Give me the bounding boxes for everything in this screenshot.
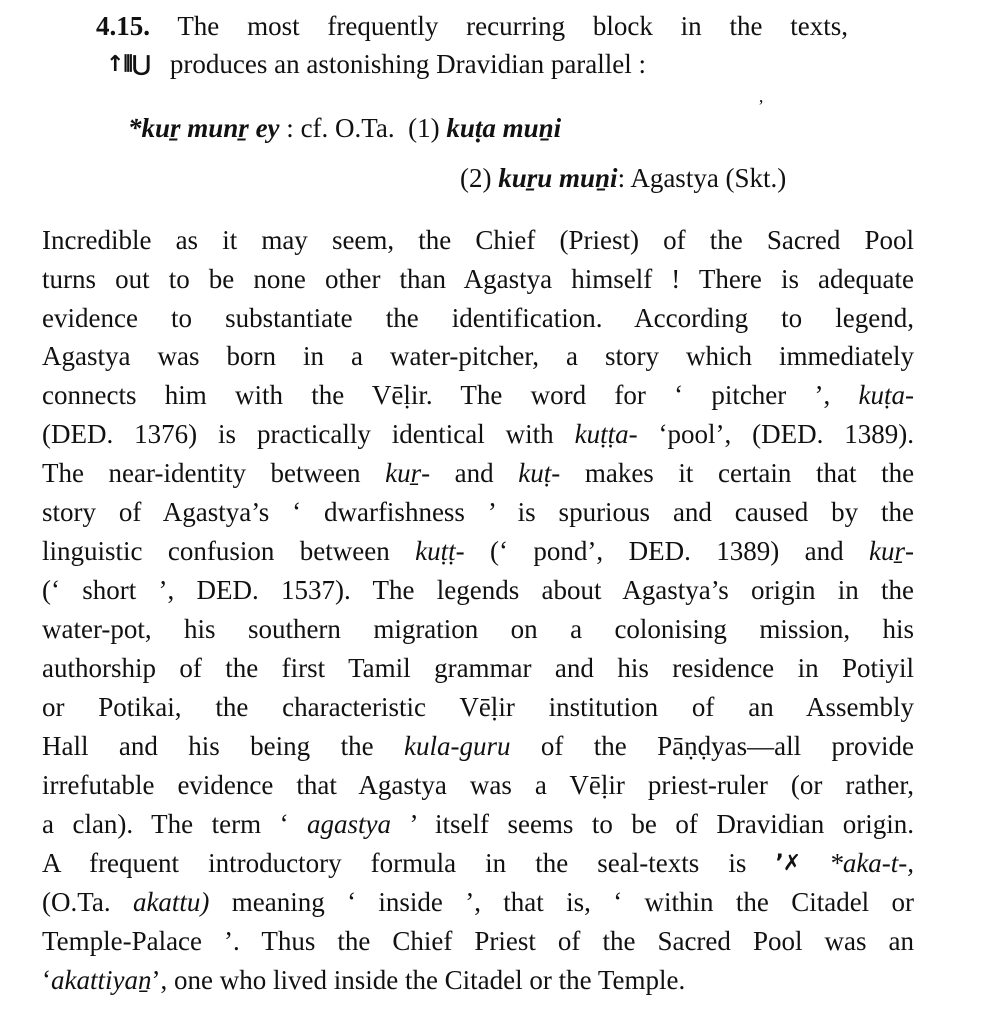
text-run: ’ itself seems to be of Dravidian origin. [409,809,915,839]
text-run: meaning ‘ inside ’, that is, ‘ within the Citadel or [231,887,915,917]
italic-term: kula-guru [403,731,511,761]
paragraph-line [42,418,914,450]
text-run: Hall and his being the [42,731,374,761]
paragraph-line: authorship of the first Tamil grammar and his residence in Potiyil [42,653,914,683]
italic-term: agastya [307,809,392,839]
paragraph-line [42,886,914,918]
text-run: A frequent introductory formula in the seal-texts is [42,848,747,878]
italic-term: kuṭ- [518,458,561,488]
italic-term: akattu) [132,887,210,917]
section-heading-text-2: produces an astonishing Dravidian parallel : [169,49,647,79]
indus-seal-signs-icon: ↑⦀⋃ [106,52,150,77]
section-heading-text: The most frequently recurring block in the texts, [177,11,848,41]
item-1-number: (1) [408,113,440,143]
text-run: ‘pool’, (DED. 1389). [658,419,915,449]
italic-term: kuṭṭa- [574,419,638,449]
section-heading-line-1 [96,10,848,42]
paragraph-line [42,847,914,880]
paragraph-line: or Potikai, the characteristic Vēḷir institution of an Assembly [42,692,914,722]
stray-mark: ʼ [758,96,764,116]
paragraph-line: water-pot, his southern migration on a colonising mission, his [42,614,914,644]
etymology-line-1 [128,112,561,144]
paragraph-line: irrefutable evidence that Agastya was a Vēḷir priest-ruler (or rather, [42,770,914,800]
italic-term: *aka-t-, [829,848,915,878]
indus-seal-sign-icon: ʼ✗ [775,851,801,876]
paragraph-line [42,808,914,840]
paragraph-line [42,457,914,489]
paragraph-line [42,535,914,567]
text-run: (DED. 1376) is practically identical with [42,419,554,449]
paragraph-line: Incredible as it may seem, the Chief (Priest) of the Sacred Pool [42,225,914,255]
paragraph-line-last [42,964,685,996]
text-run: ’, one who lived inside the Citadel or the Temple. [151,965,686,995]
paragraph-line: Temple-Palace ’. Thus the Chief Priest of the Sacred Pool was an [42,926,914,956]
item-2-number: (2) [460,163,492,193]
paragraph-line: turns out to be none other than Agastya himself ! There is adequate [42,264,914,294]
paragraph-line: story of Agastya’s ‘ dwarfishness ’ is spurious and caused by the [42,497,914,527]
italic-term: akattiyaṉ [51,965,152,995]
item-2-gloss: : Agastya (Skt.) [617,163,787,193]
section-heading-line-2 [106,48,646,81]
text-run: and [454,458,494,488]
text-run: The near-identity between [42,458,361,488]
paragraph-line: Agastya was born in a water-pitcher, a story which immediately [42,341,914,371]
text-run: (O.Ta. [42,887,111,917]
text-run: linguistic confusion between [42,536,390,566]
etymology-line-2 [460,162,786,194]
section-number: 4.15. [96,11,150,41]
separator: : [286,113,294,143]
item-1-form: kuṭa muṉi [446,113,562,143]
text-run: (‘ pond’, DED. 1389) and [490,536,844,566]
text-run: a clan). The term ‘ [42,809,289,839]
paragraph-line: (‘ short ’, DED. 1537). The legends about Agastya’s origin in the [42,575,914,605]
italic-term: kuṟ- [869,536,914,566]
text-run: connects him with the Vēḷir. The word for ‘ pitcher ’, [42,380,831,410]
item-2-form: kuṟu muṉi [498,163,618,193]
italic-term: kuṟ- [385,458,431,488]
paragraph-line: evidence to substantiate the identification. According to legend, [42,303,914,333]
italic-term: kuṭṭ- [415,536,465,566]
text-run: ‘ [42,965,51,995]
text-run: of the Pāṇḍyas—all provide [540,731,914,761]
paragraph-line [42,379,914,411]
cf-label: cf. O.Ta. [300,113,395,143]
proto-form: *kuṟ munṟ ey [128,113,280,143]
paragraph-line [42,730,914,762]
text-run: makes it certain that the [584,458,915,488]
italic-term: kuṭa- [858,380,915,410]
